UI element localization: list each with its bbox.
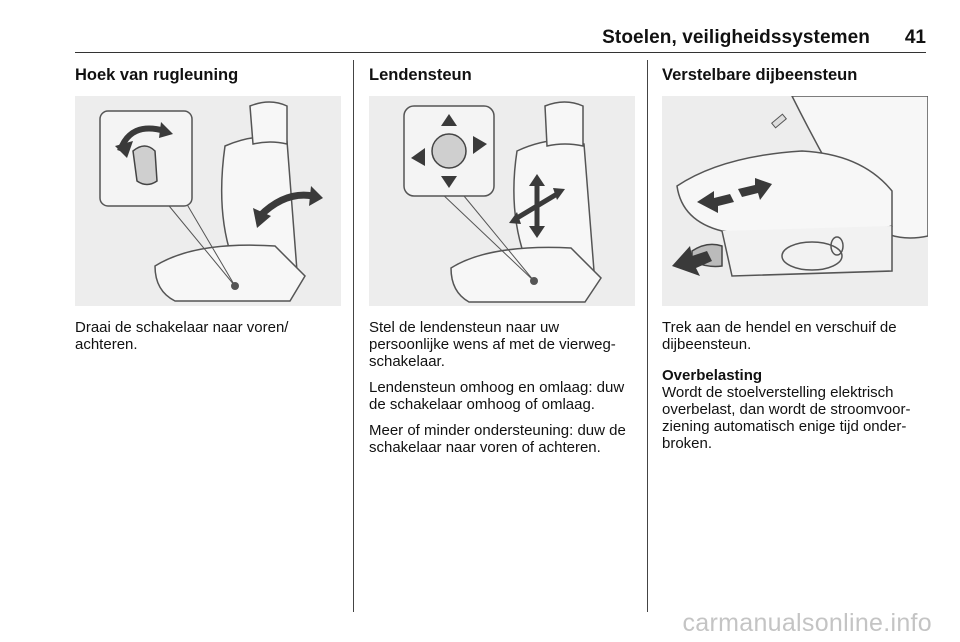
column-backrest	[75, 64, 343, 353]
paragraph: Meer of minder ondersteuning: duw de schakelaar naar voren of achteren.	[369, 422, 626, 456]
column-thigh	[662, 64, 930, 452]
section-title: Stoelen, veiligheidssystemen	[602, 27, 870, 48]
seat-lumbar-illustration	[369, 96, 635, 306]
paragraph: Trek aan de hendel en verschuif de dijbeensteun.	[662, 319, 897, 353]
seat-backrest-illustration	[75, 96, 341, 306]
paragraph: Lendensteun omhoog en omlaag: duw de schakelaar omhoog of omlaag.	[369, 379, 625, 413]
subheading-overload: Overbelasting	[662, 367, 763, 384]
watermark-text: carmanualsonline.info	[682, 609, 932, 637]
seat-thigh-illustration	[662, 96, 928, 306]
heading-backrest-angle: Hoek van rugleuning	[75, 66, 239, 84]
text-lumbar	[369, 319, 637, 465]
heading-thigh-support: Verstelbare dijbeensteun	[662, 66, 858, 84]
text-backrest	[75, 319, 343, 362]
figure-lumbar-support	[369, 96, 635, 306]
heading-lumbar-support: Lendensteun	[369, 66, 472, 84]
page-number: 41	[904, 27, 926, 48]
header-divider	[75, 52, 926, 53]
figure-thigh-support	[662, 96, 928, 306]
overload-section	[662, 367, 930, 452]
figure-backrest-angle	[75, 96, 341, 306]
column-lumbar	[369, 64, 637, 456]
paragraph: Stel de lendensteun naar uw persoonlijke wens af met de vierweg-schakelaar.	[369, 319, 616, 370]
text-thigh	[662, 319, 930, 461]
column-divider-2	[647, 60, 648, 612]
paragraph: Wordt de stoelverstelling elektrisch overbelast, dan wordt de stroomvoor-ziening automatisch enige tijd onder-broken.	[662, 384, 911, 452]
column-divider-1	[353, 60, 354, 612]
paragraph: Draai de schakelaar naar voren/ achteren.	[75, 319, 289, 353]
